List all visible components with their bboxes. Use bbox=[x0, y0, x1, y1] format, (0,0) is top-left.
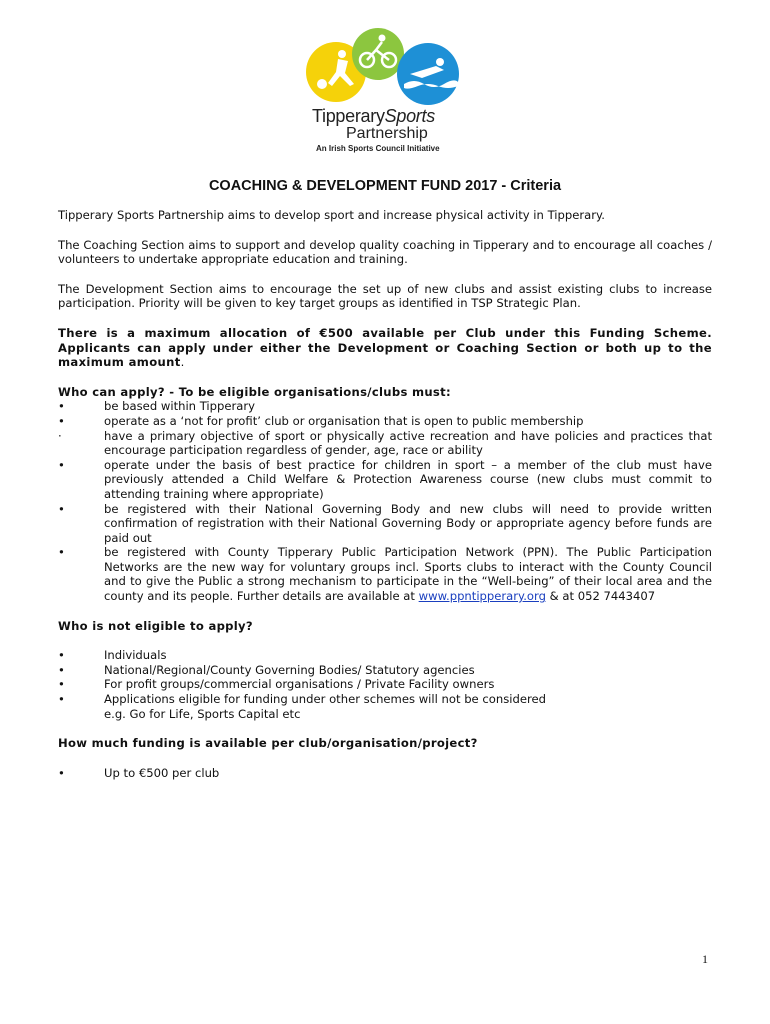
logo-name: TipperarySports bbox=[312, 106, 435, 126]
list-item: • Up to €500 per club bbox=[58, 765, 220, 780]
page-number: 1 bbox=[702, 952, 708, 966]
cycling-circle bbox=[352, 28, 404, 80]
list-item: • operate as a ‘not for profit’ club or organisation that is open to public membership bbox=[58, 413, 584, 428]
development-paragraph: The Development Section aims to encourage the set up of new clubs and assist existing clubs to increase participation. Priority will be given to key target groups as identified in TSP Strategic Plan. bbox=[58, 281, 712, 311]
not-eligible-heading: Who is not eligible to apply? bbox=[58, 618, 253, 633]
coaching-paragraph: The Coaching Section aims to support and develop quality coaching in Tipperary and to encourage all coaches / volunteers to undertake appropriate education and training. bbox=[58, 237, 712, 267]
list-item: • be registered with County Tipperary Public Participation Network (PPN). The Public Participation Networks are the new way for voluntary groups incl. Sports clubs to interact with the County Council and to give the Public a strong mechanism to participate in the “Well-being” of their local area and the county and its people. Further details are available at www.ppntipperary.org & at 052 7443407 bbox=[58, 545, 712, 604]
logo-tagline: An Irish Sports Council Initiative bbox=[316, 144, 440, 153]
eligible-list bbox=[58, 399, 712, 603]
sports-circles-graphic bbox=[298, 28, 473, 108]
document-title: COACHING & DEVELOPMENT FUND 2017 - Criteria bbox=[208, 178, 562, 194]
funding-heading: How much funding is available per club/organisation/project? bbox=[58, 736, 478, 751]
eligible-heading: Who can apply? - To be eligible organisations/clubs must: bbox=[58, 384, 451, 399]
list-item: • operate under the basis of best practice for children in sport – a member of the club must have previously attended a Child Welfare & Protection Awareness course (new clubs must commit to attending training where appropriate) bbox=[58, 457, 712, 501]
not-eligible-list bbox=[58, 648, 712, 721]
list-item: • For profit groups/commercial organisations / Private Facility owners bbox=[58, 677, 495, 692]
list-item: • Individuals bbox=[58, 648, 167, 663]
list-item: • National/Regional/County Governing Bodies/ Statutory agencies bbox=[58, 662, 475, 677]
list-item: · have a primary objective of sport or physically active recreation and have policies and practices that encourage participation regardless of gender, age, race or ability bbox=[58, 428, 712, 458]
list-item: • Applications eligible for funding under other schemes will not be considered e.g. Go for Life, Sports Capital etc bbox=[58, 692, 546, 721]
list-item: • be based within Tipperary bbox=[58, 399, 256, 414]
allocation-paragraph: There is a maximum allocation of €500 available per Club under this Funding Scheme. Applicants can apply under either the Development or Coaching Section or both up to the maximum amount. bbox=[58, 325, 712, 370]
list-item: • be registered with their National Governing Body and new clubs will need to provide written confirmation of registration with their National Governing Body or appropriate agency before funds are paid out bbox=[58, 501, 712, 545]
logo-partnership: Partnership bbox=[346, 125, 428, 142]
ppn-link[interactable]: www.ppntipperary.org bbox=[418, 589, 546, 604]
funding-list bbox=[58, 766, 712, 781]
tsp-logo bbox=[298, 28, 473, 158]
intro-paragraph: Tipperary Sports Partnership aims to develop sport and increase physical activity in Tipperary. bbox=[58, 208, 605, 222]
document-body bbox=[58, 208, 712, 780]
